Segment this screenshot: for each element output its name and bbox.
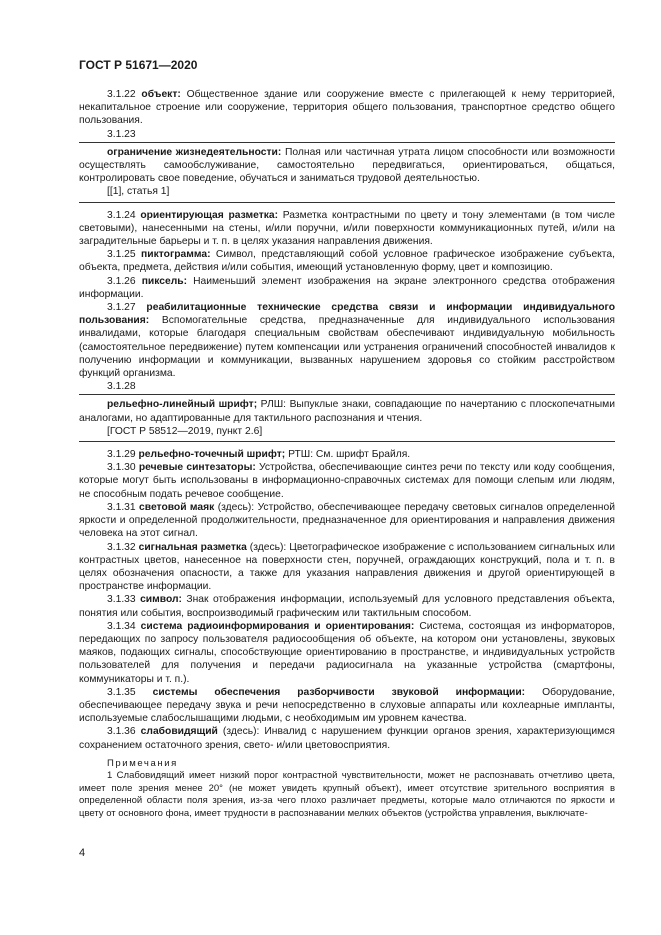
entry-text: Знак отображения информации, используемый для условного представления объекта, понятия или события, воспроизводимый графическим или тактильным способом. [79, 594, 615, 619]
entry-3-1-28 [79, 398, 615, 424]
entry-source: [ГОСТ Р 58512—2019, пункт 2.6] [107, 425, 263, 437]
entry-term: ограничение жизнедеятельности: [107, 146, 282, 158]
entry-text: РТШ: См. шрифт Брайля. [288, 449, 411, 461]
entry-text: Устройства, обеспечивающие синтез речи по тексту или коду сообщения, которые могут быть использованы в информационно-справочных системах для помощи слепым или людям, не способным подать речевое сообщение. [79, 462, 615, 500]
entry-3-1-22 [79, 88, 615, 128]
entry-3-1-25 [79, 248, 615, 274]
entry-text: Устройство, обеспечивающее передачу световых сигналов определенной яркости и определенной продолжительности, предназначенное для ориентирования и направления движения человека на этот сигнал. [79, 501, 615, 540]
notes-title: Примечания [107, 757, 178, 769]
entry-term: объект: [141, 89, 181, 100]
entry-3-1-26 [79, 275, 615, 301]
boxed-definition [79, 142, 615, 203]
entry-text: Цветографическое изображение с использованием сигнальных или контрастных цветов, нанесенное на поверхности стен, поручней, ограждающих конструкций, пола и т. п. в целях обозначения опасности, а также для указания направления движения и другой ориентирующей в пространстве информации. [79, 541, 615, 593]
entry-number: 3.1.35 [107, 686, 136, 698]
entry-text: Инвалид с нарушением функции органов зрения, характеризующимся сохранением остаточного зрения, свето- и/или цветовосприятия. [79, 726, 615, 751]
entry-term: речевые синтезаторы: [138, 462, 256, 474]
entry-number: 3.1.31 [107, 501, 136, 513]
entry-abbr: РЛШ: [260, 399, 287, 411]
entry-term: ориентирующая разметка: [140, 209, 279, 221]
entry-number: 3.1.33 [107, 594, 136, 606]
entry-3-1-30 [79, 461, 615, 501]
note-1: 1 Слабовидящий имеет низкий порог контрастной чувствительности, может не распознавать отчетливо цвета, имеет поле зрения менее 20° (не может увидеть крупный объект), имеет отсутствие зрительного восприятия в определенной области поля зрения, из-за чего плохо различает предметы, которые мало отличаются по яркости и цвету от основного фона, имеет трудности в распознавании мелких объектов (устройства управления, выключате- [79, 769, 615, 819]
entry-term: световой маяк [139, 501, 215, 513]
entry-number: 3.1.23 [107, 128, 136, 140]
entry-qualifier: (здесь): [249, 541, 287, 553]
entry-source: [[1], статья 1] [107, 186, 170, 198]
entry-term: символ: [140, 594, 182, 606]
entry-number: 3.1.34 [107, 620, 136, 632]
entry-number: 3.1.27 [107, 302, 136, 314]
entry-number: 3.1.22 [107, 89, 136, 100]
entry-text: Символ, представляющий собой условное графическое изображение субъекта, объекта, предмета, действия и/или события, имеющий установленную форму, цвет и композицию. [79, 249, 615, 274]
entry-text: Полная или частичная утрата лицом способности или возможности осуществлять самообслуживание, самостоятельно передвигаться, ориентироваться, общаться, контролировать свое поведение, обучаться и заниматься трудовой деятельностью. [79, 146, 615, 185]
entry-qualifier: (здесь): [222, 726, 260, 738]
entry-term: пиктограмма: [141, 249, 211, 261]
entry-number: 3.1.32 [107, 541, 136, 553]
document-header: ГОСТ Р 51671—2020 [79, 58, 198, 72]
entry-term: слабовидящий [140, 726, 218, 738]
entry-text: Система, состоящая из информаторов, передающих по запросу пользователя радиосообщения об объекте, на котором они установлены, звуковых маяков, подающих сигналы, способствующие ориентированию в пространстве, и индивидуальных устройств пользователей для получения и передачи радиосигнала на указанные устройства (смартфоны, коммуникаторы и т. п.). [79, 620, 615, 685]
entry-number: 3.1.26 [107, 275, 136, 287]
entry-text: Наименьший элемент изображения на экране электронного средства отображения информации. [79, 275, 615, 300]
entry-number: 3.1.29 [107, 449, 136, 461]
entry-qualifier: (здесь): [217, 501, 255, 513]
page-number: 4 [79, 847, 86, 859]
entry-text: Общественное здание или сооружение вместе с прилегающей к нему территорией, некапитальное строение или сооружение, территория общего пользования, транспортное средство общего пользования. [79, 89, 615, 127]
entry-3-1-24 [79, 209, 615, 249]
entry-term: сигнальная разметка [138, 541, 247, 553]
entry-text: Разметка контрастными по цвету и тону элементами (в том числе световыми), нанесенными на стены, и/или поручни, и/или поверхности коммуникационных путей, и/или на заградительные барьеры и т. п. в целях указания направления движения. [79, 209, 615, 248]
entry-number: 3.1.36 [107, 726, 136, 738]
entry-text: Оборудование, обеспечивающее передачу звука и речи непосредственно в слуховые аппараты или кохлеарные импланты, используемые слабослышащими людьми, с необходимым им уровнем качества. [79, 686, 615, 725]
entry-3-1-34 [79, 620, 615, 686]
entry-text: Вспомогательные средства, предназначенные для индивидуального использования инвалидами, которые благодаря специальным свойствам обеспечивают индивидуальную мобильность (самостоятельное передвижение) путем компенсации или устранения ограничений способностей инвалидов к получению информации и коммуникации, вызванных нарушением здоровья со стойким расстройством функций организма. [79, 315, 615, 380]
entry-3-1-33 [79, 593, 615, 619]
entry-term: рельефно-линейный шрифт; [107, 399, 258, 411]
entry-3-1-35 [79, 686, 615, 726]
entry-3-1-36 [79, 725, 615, 751]
document-body [79, 88, 615, 820]
entry-term: рельефно-точечный шрифт; [138, 449, 286, 461]
entry-number: 3.1.25 [107, 249, 136, 261]
entry-3-1-32 [79, 541, 615, 594]
entry-text: Выпуклые знаки, совпадающие по начертанию с плоскопечатными аналогами, но адаптированные для тактильного распознания и чтения. [79, 399, 615, 424]
entry-3-1-27 [79, 301, 615, 380]
boxed-definition [79, 394, 615, 442]
entry-term: система радиоинформирования и ориентирования: [140, 620, 415, 632]
entry-number: 3.1.30 [107, 462, 136, 474]
entry-term: пиксель: [141, 275, 188, 287]
entry-term: реабилитационные технические средства связи и информации индивидуального пользования: [79, 302, 615, 327]
entry-term: системы обеспечения разборчивости звуковой информации: [152, 686, 526, 698]
entry-3-1-31 [79, 501, 615, 541]
entry-3-1-23 [79, 146, 615, 186]
entry-number: 3.1.28 [107, 381, 136, 393]
entry-number: 3.1.24 [107, 209, 136, 221]
entry-3-1-29 [79, 448, 615, 461]
